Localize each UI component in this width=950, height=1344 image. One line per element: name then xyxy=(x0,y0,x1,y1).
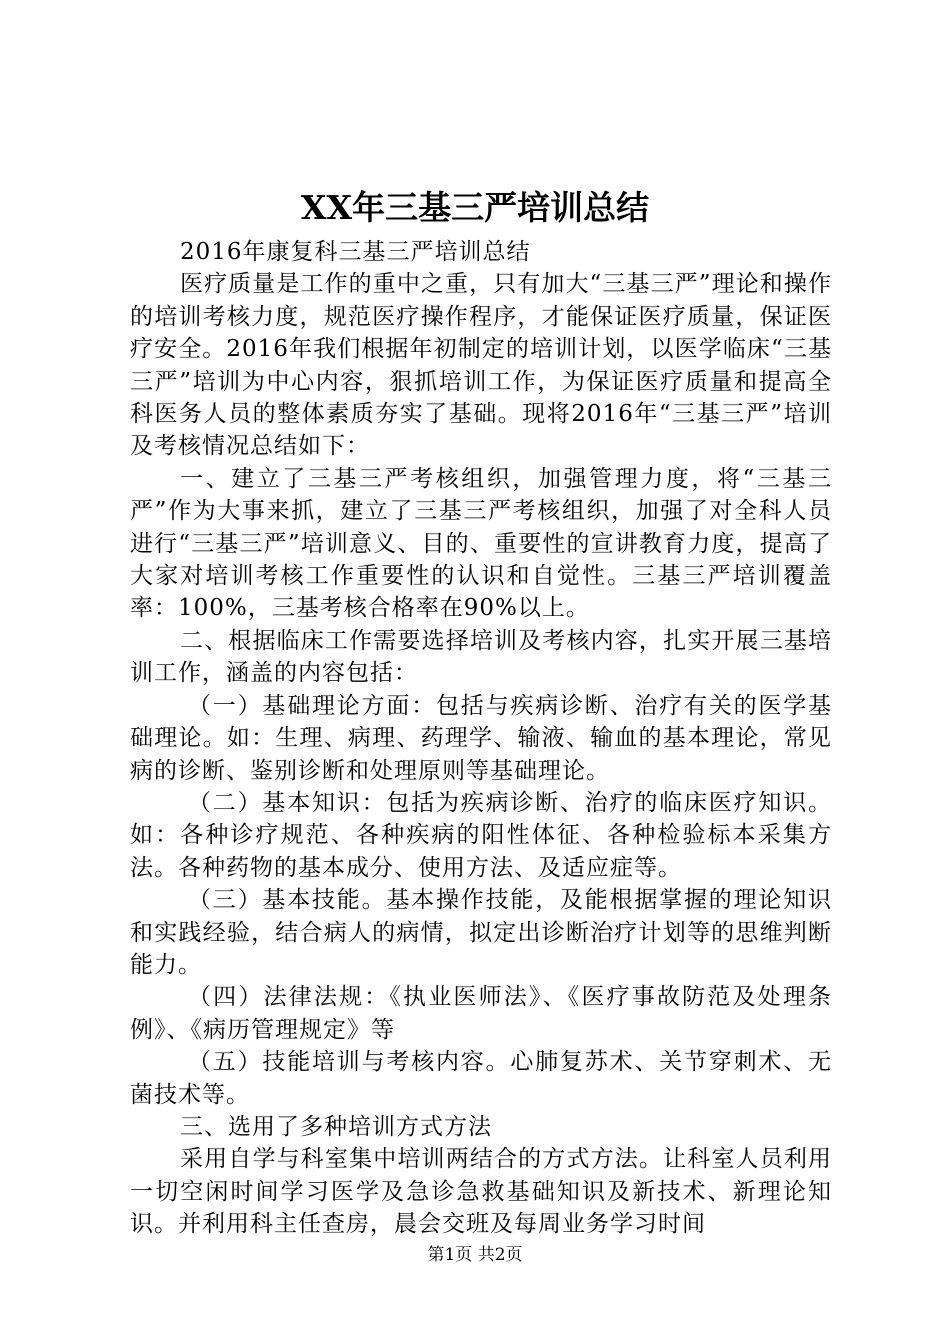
section-two-paragraph: 二、根据临床工作需要选择培训及考核内容，扎实开展三基培训工作，涵盖的内容包括： xyxy=(130,627,832,687)
document-title: XX年三基三严培训总结 xyxy=(300,188,650,227)
page-number-footer: 第1页 共2页 xyxy=(427,1245,523,1265)
training-method-paragraph: 采用自学与科室集中培训两结合的方式方法。让科室人员利用一切空闲时间学习医学及急诊急救基础知识及新技术、新理论知识。并利用科主任查房，晨会交班及每周业务学习时间 xyxy=(130,1146,832,1238)
document-body xyxy=(130,236,832,1241)
item-four-paragraph: （四）法律法规：《执业医师法》、《医疗事故防范及处理条例》、《病历管理规定》等 xyxy=(130,984,832,1043)
section-one-paragraph: 一、建立了三基三严考核组织，加强管理力度，将“三基三严”作为大事来抓，建立了三基三严考核组织，加强了对全科人员进行“三基三严”培训意义、目的、重要性的宣讲教育力度，提高了大家对培训考核工作重要性的认识和自觉性。三基三严培训覆盖率：100%，三基考核合格率在90%以上。 xyxy=(130,465,832,622)
item-three-paragraph: （三）基本技能。基本操作技能，及能根据掌握的理论知识和实践经验，结合病人的病情，拟定出诊断治疗计划等的思维判断能力。 xyxy=(130,887,832,978)
item-five-paragraph: （五）技能培训与考核内容。心肺复苏术、关节穿刺术、无菌技术等。 xyxy=(130,1049,832,1108)
item-two-paragraph: （二）基本知识：包括为疾病诊断、治疗的临床医疗知识。如：各种诊疗规范、各种疾病的阳性体征、各种检验标本采集方法。各种药物的基本成分、使用方法、及适应症等。 xyxy=(130,789,832,881)
item-one-paragraph: （一）基础理论方面：包括与疾病诊断、治疗有关的医学基础理论。如：生理、病理、药理学、输液、输血的基本理论，常见病的诊断、鉴别诊断和处理原则等基础理论。 xyxy=(130,692,832,784)
section-three-paragraph: 三、选用了多种培训方式方法 xyxy=(180,1113,492,1140)
subtitle-paragraph: 2016年康复科三基三严培训总结 xyxy=(180,239,531,265)
intro-paragraph: 医疗质量是工作的重中之重，只有加大“三基三严”理论和操作的培训考核力度，规范医疗操作程序，才能保证医疗质量，保证医疗安全。2016年我们根据年初制定的培训计划，以医学临床“三基三严”培训为中心内容，狠抓培训工作，为保证医疗质量和提高全科医务人员的整体素质夯实了基础。现将2016年“三基三严”培训及考核情况总结如下： xyxy=(130,271,832,460)
